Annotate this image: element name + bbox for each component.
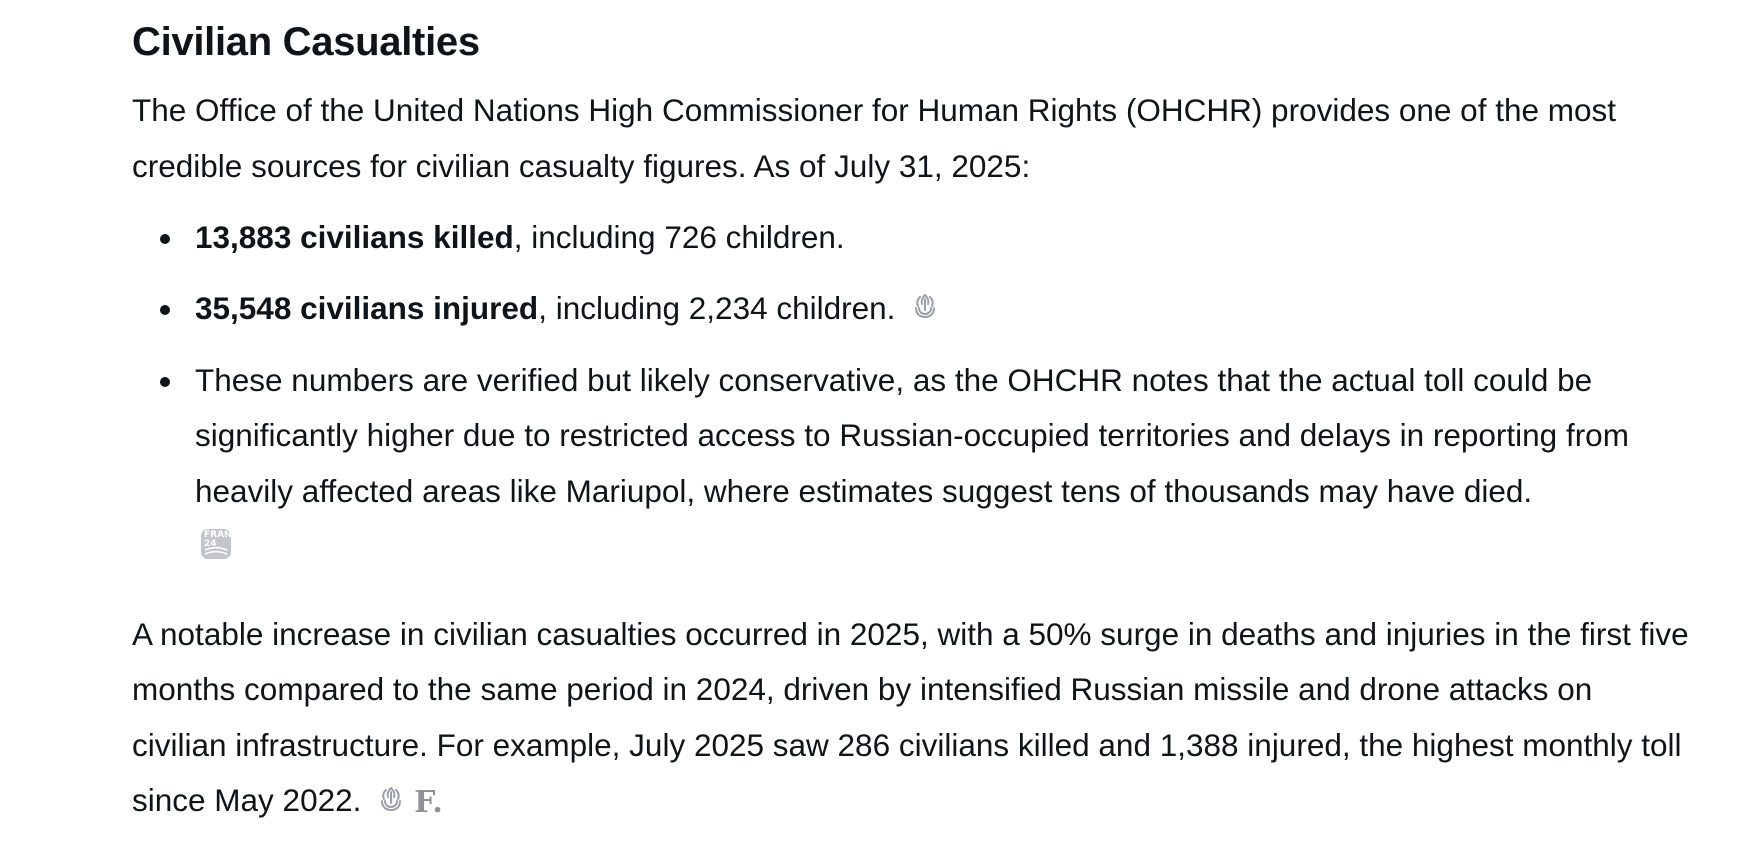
injured-detail: , including 2,234 children. bbox=[538, 289, 896, 326]
un-emblem-icon[interactable] bbox=[376, 775, 406, 831]
france24-logo-icon[interactable] bbox=[201, 521, 1692, 577]
verification-note: These numbers are verified but likely conservative, as the OHCHR notes that the actual toll could be significantly higher due to restricted access to Russian-occupied territories and delays in reporting from heavily affected areas like Mariupol, where estimates suggest tens of thousands may have died. bbox=[195, 361, 1629, 509]
injured-figure: 35,548 civilians injured bbox=[195, 289, 539, 326]
list-item bbox=[195, 281, 1692, 338]
un-emblem-icon[interactable] bbox=[910, 282, 940, 338]
france24-badge-text: FRANCE 24 bbox=[204, 530, 245, 550]
article-section bbox=[132, 0, 1692, 831]
casualty-list bbox=[132, 210, 1692, 577]
killed-figure: 13,883 civilians killed bbox=[195, 219, 514, 255]
closing-paragraph bbox=[132, 607, 1692, 831]
section-heading: Civilian Casualties bbox=[132, 20, 480, 64]
intro-paragraph: The Office of the United Nations High Commissioner for Human Rights (OHCHR) provides one of the most credible sources for civilian casualty figures. As of July 31, 2025: bbox=[132, 92, 1617, 184]
f-publisher-icon[interactable]: F. bbox=[414, 785, 443, 821]
killed-detail: , including 726 children. bbox=[513, 219, 845, 255]
list-item bbox=[195, 210, 1692, 266]
list-item bbox=[195, 353, 1692, 577]
closing-text: A notable increase in civilian casualties occurred in 2025, with a 50% surge in deaths and injuries in the first five months compared to the same period in 2024, driven by intensified Russian missile and drone attacks on civilian infrastructure. For example, July 2025 saw 286 civilians killed and 1,388 injured, the highest monthly toll since May 2022. bbox=[132, 615, 1689, 819]
